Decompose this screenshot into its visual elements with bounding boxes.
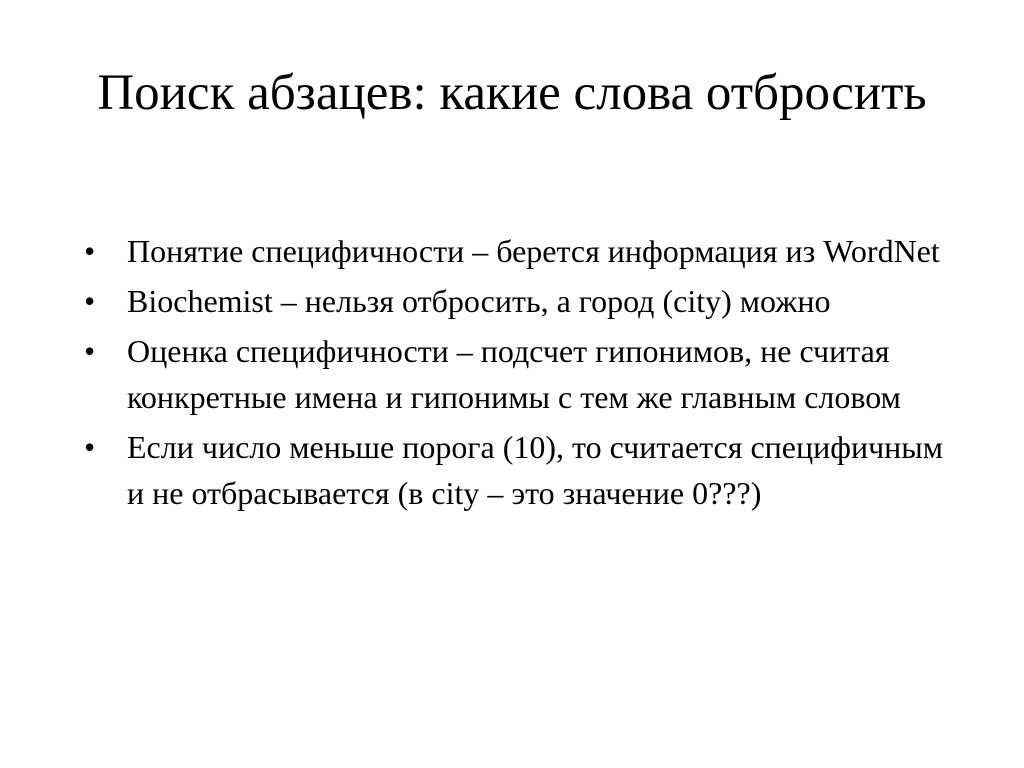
bullet-item (84, 328, 964, 420)
bullet-text: Biochemist – нельзя отбросить, а город (city) можно (127, 283, 831, 319)
bullet-icon: • (84, 429, 96, 465)
bullet-text: Если число меньше порога (10), то считается специфичным и не отбрасывается (в city – это значение 0???) (127, 429, 944, 511)
bullet-item (84, 278, 964, 324)
bullet-icon: • (84, 233, 96, 269)
bullet-icon: • (84, 333, 96, 369)
bullet-text: Понятие специфичности – берется информация из WordNet (127, 233, 940, 269)
bullet-text: Оценка специфичности – подсчет гипонимов, не считая конкретные имена и гипонимы с тем же главным словом (127, 333, 901, 415)
bullet-item (84, 424, 964, 516)
bullet-item (84, 228, 964, 274)
bullet-list (84, 228, 964, 520)
bullet-icon: • (84, 283, 96, 319)
slide-title: Поиск абзацев: какие слова отбросить (97, 65, 927, 121)
